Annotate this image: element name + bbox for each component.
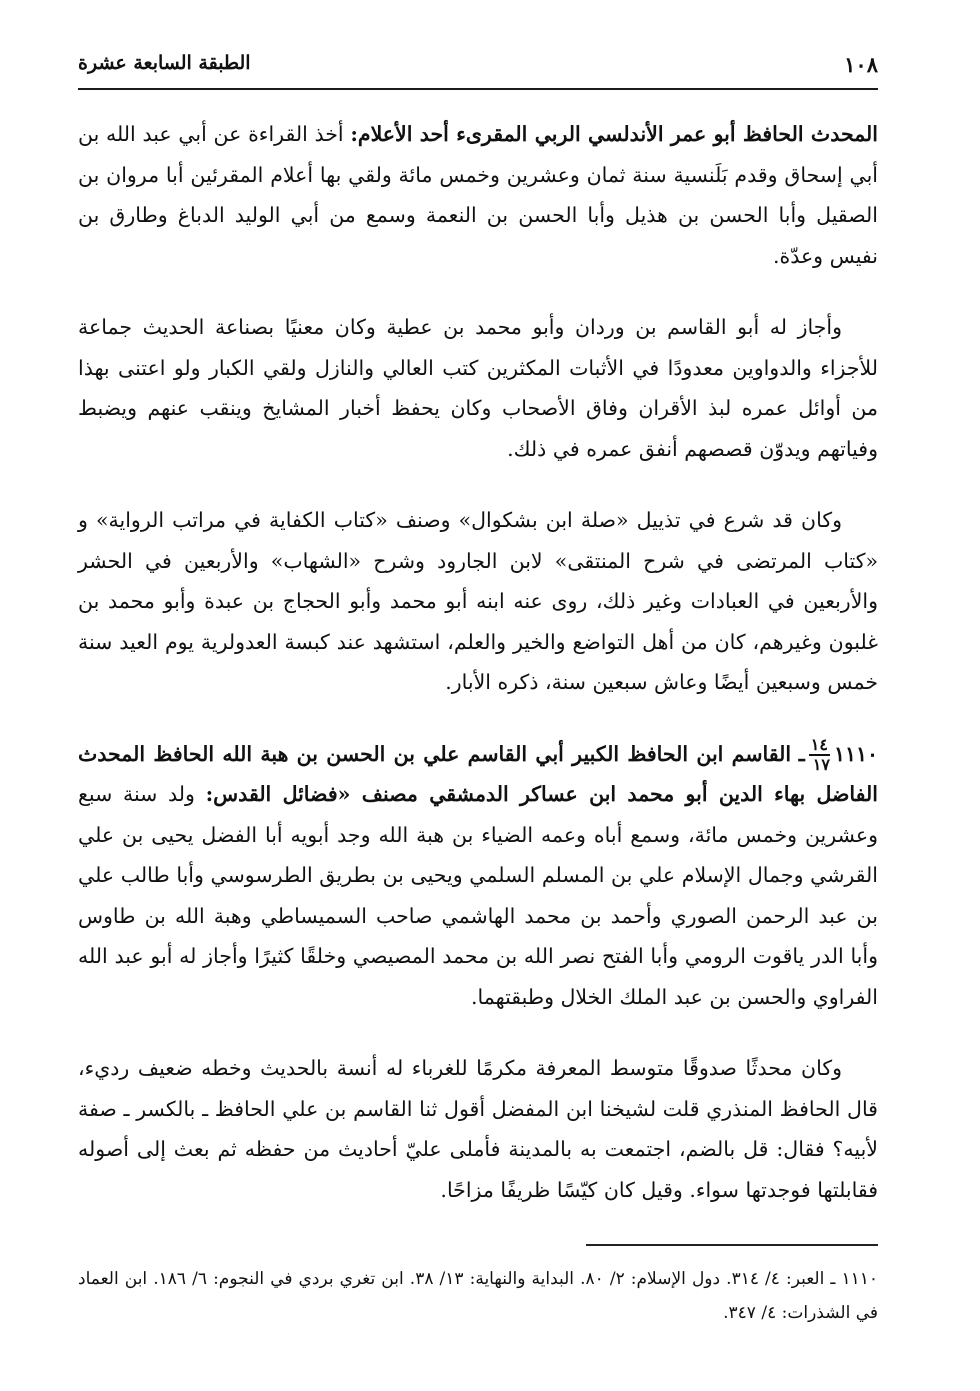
page-number: ١٠٨	[844, 52, 878, 77]
entry-1110-dash: ـ	[798, 741, 805, 766]
entry-1109-name: المحدث الحافظ أبو عمر الأندلسي الربي المقرىء أحد الأعلام:	[350, 122, 878, 146]
entry-1109-text: أخذ القراءة عن أبي عبد الله بن أبي إسحاق وقدم بَلَنسية سنة ثمان وعشرين وخمس مائة ولقي بها أعلام المقرئين أبا مروان بن الصقيل وأبا الحسن بن هذيل وأبا الحسن بن النعمة وسمع من أبي الوليد الدباغ وطارق بن نفيس وعدّة.	[78, 122, 878, 268]
paragraph-character: وكان محدثًا صدوقًا متوسط المعرفة مكرمًا للغرباء له أنسة بالحديث وخطه ضعيف رديء، قال الحافظ المنذري قلت لشيخنا ابن المفضل أقول ثنا القاسم بن علي الحافظ ـ بالكسر ـ صفة لأبيه؟ فقال: قل بالضم، اجتمعت به بالمدينة فأملى عليّ أحاديث من حفظه ثم بعث إلى أصوله فقابلتها فوجدتها سواء. وقيل كان كيّسًا ظريفًا مزاحًا.	[78, 1056, 878, 1202]
paragraph-ijaza: وأجاز له أبو القاسم بن وردان وأبو محمد بن عطية وكان معنيًا بصناعة الحديث جماعة للأجزاء والدواوين معدودًا في الأثبات المكثرين كتب العالي والنازل ولقي الكبار ولو اعتنى بهذا من أوائل عمره لبذ الأقران وفاق الأصحاب وكان يحفظ أخبار المشايخ وينقب عنهم ويضبط وفياتهم ويدوّن قصصهم أنفق عمره في ذلك.	[78, 315, 878, 461]
fraction-numerator: ١٤	[810, 735, 828, 754]
footnotes	[78, 1244, 878, 1330]
book-page	[78, 40, 878, 1360]
section-title: الطبقة السابعة عشرة	[78, 52, 251, 74]
footnote-divider	[586, 1244, 878, 1246]
entry-1110-text: ولد سنة سبع وعشرين وخمس مائة، وسمع أباه وعمه الضياء بن هبة الله وجد أبويه أبا الفضل يحيى بن علي القرشي وجمال الإسلام علي بن المسلم السلمي ويحيى بن بطريق الطرسوسي وأبا طالب علي بن عبد الرحمن الصوري وأحمد بن محمد الهاشمي صاحب السميساطي وهبة الله بن طاوس وأبا الدر ياقوت الرومي وأبا الفتح نصر الله بن محمد المصيصي وخلقًا كثيرًا وأجاز له أبو عبد الله الفراوي والحسن بن عبد الملك الخلال وطبقتهما.	[78, 782, 878, 1009]
entry-1110-name: القاسم ابن الحافظ الكبير أبي القاسم علي بن الحسن بن هبة الله الحافظ المحدث الفاضل بهاء الدين أبو محمد ابن عساكر الدمشقي مصنف «فضائل القدس:	[78, 741, 878, 806]
running-header	[78, 40, 878, 90]
body-text	[78, 114, 878, 1210]
entry-1109-paragraph	[78, 114, 878, 276]
paragraph-works: وكان قد شرع في تذييل «صلة ابن بشكوال» وصنف «كتاب الكفاية في مراتب الرواية» و «كتاب المرتضى في شرح المنتقى» لابن الجارود وشرح «الشهاب» والأربعين في الحشر والأربعين في العبادات وغير ذلك، روى عنه ابنه أبو محمد وأبو الحجاج بن عبدة وأبو محمد بن غلبون وغيرهم، كان من أهل التواضع والخير والعلم، استشهد عند كبسة العدولرية يوم العيد سنة خمس وسبعين أيضًا وعاش سبعين سنة، ذكره الأبار.	[78, 508, 878, 694]
entry-1110-number: ١١١٠	[833, 741, 878, 766]
entry-1110-paragraph	[78, 734, 878, 1018]
generation-fraction	[809, 737, 830, 773]
footnote-1110: ١١١٠ ـ العبر: ٤/ ٣١٤. دول الإسلام: ٢/ ٨٠. البداية والنهاية: ١٣/ ٣٨. ابن تغري بردي في النجوم: ٦/ ١٨٦. ابن العماد في الشذرات: ٤/ ٣٤٧.	[78, 1269, 878, 1323]
fraction-denominator: ١٧	[812, 755, 830, 774]
